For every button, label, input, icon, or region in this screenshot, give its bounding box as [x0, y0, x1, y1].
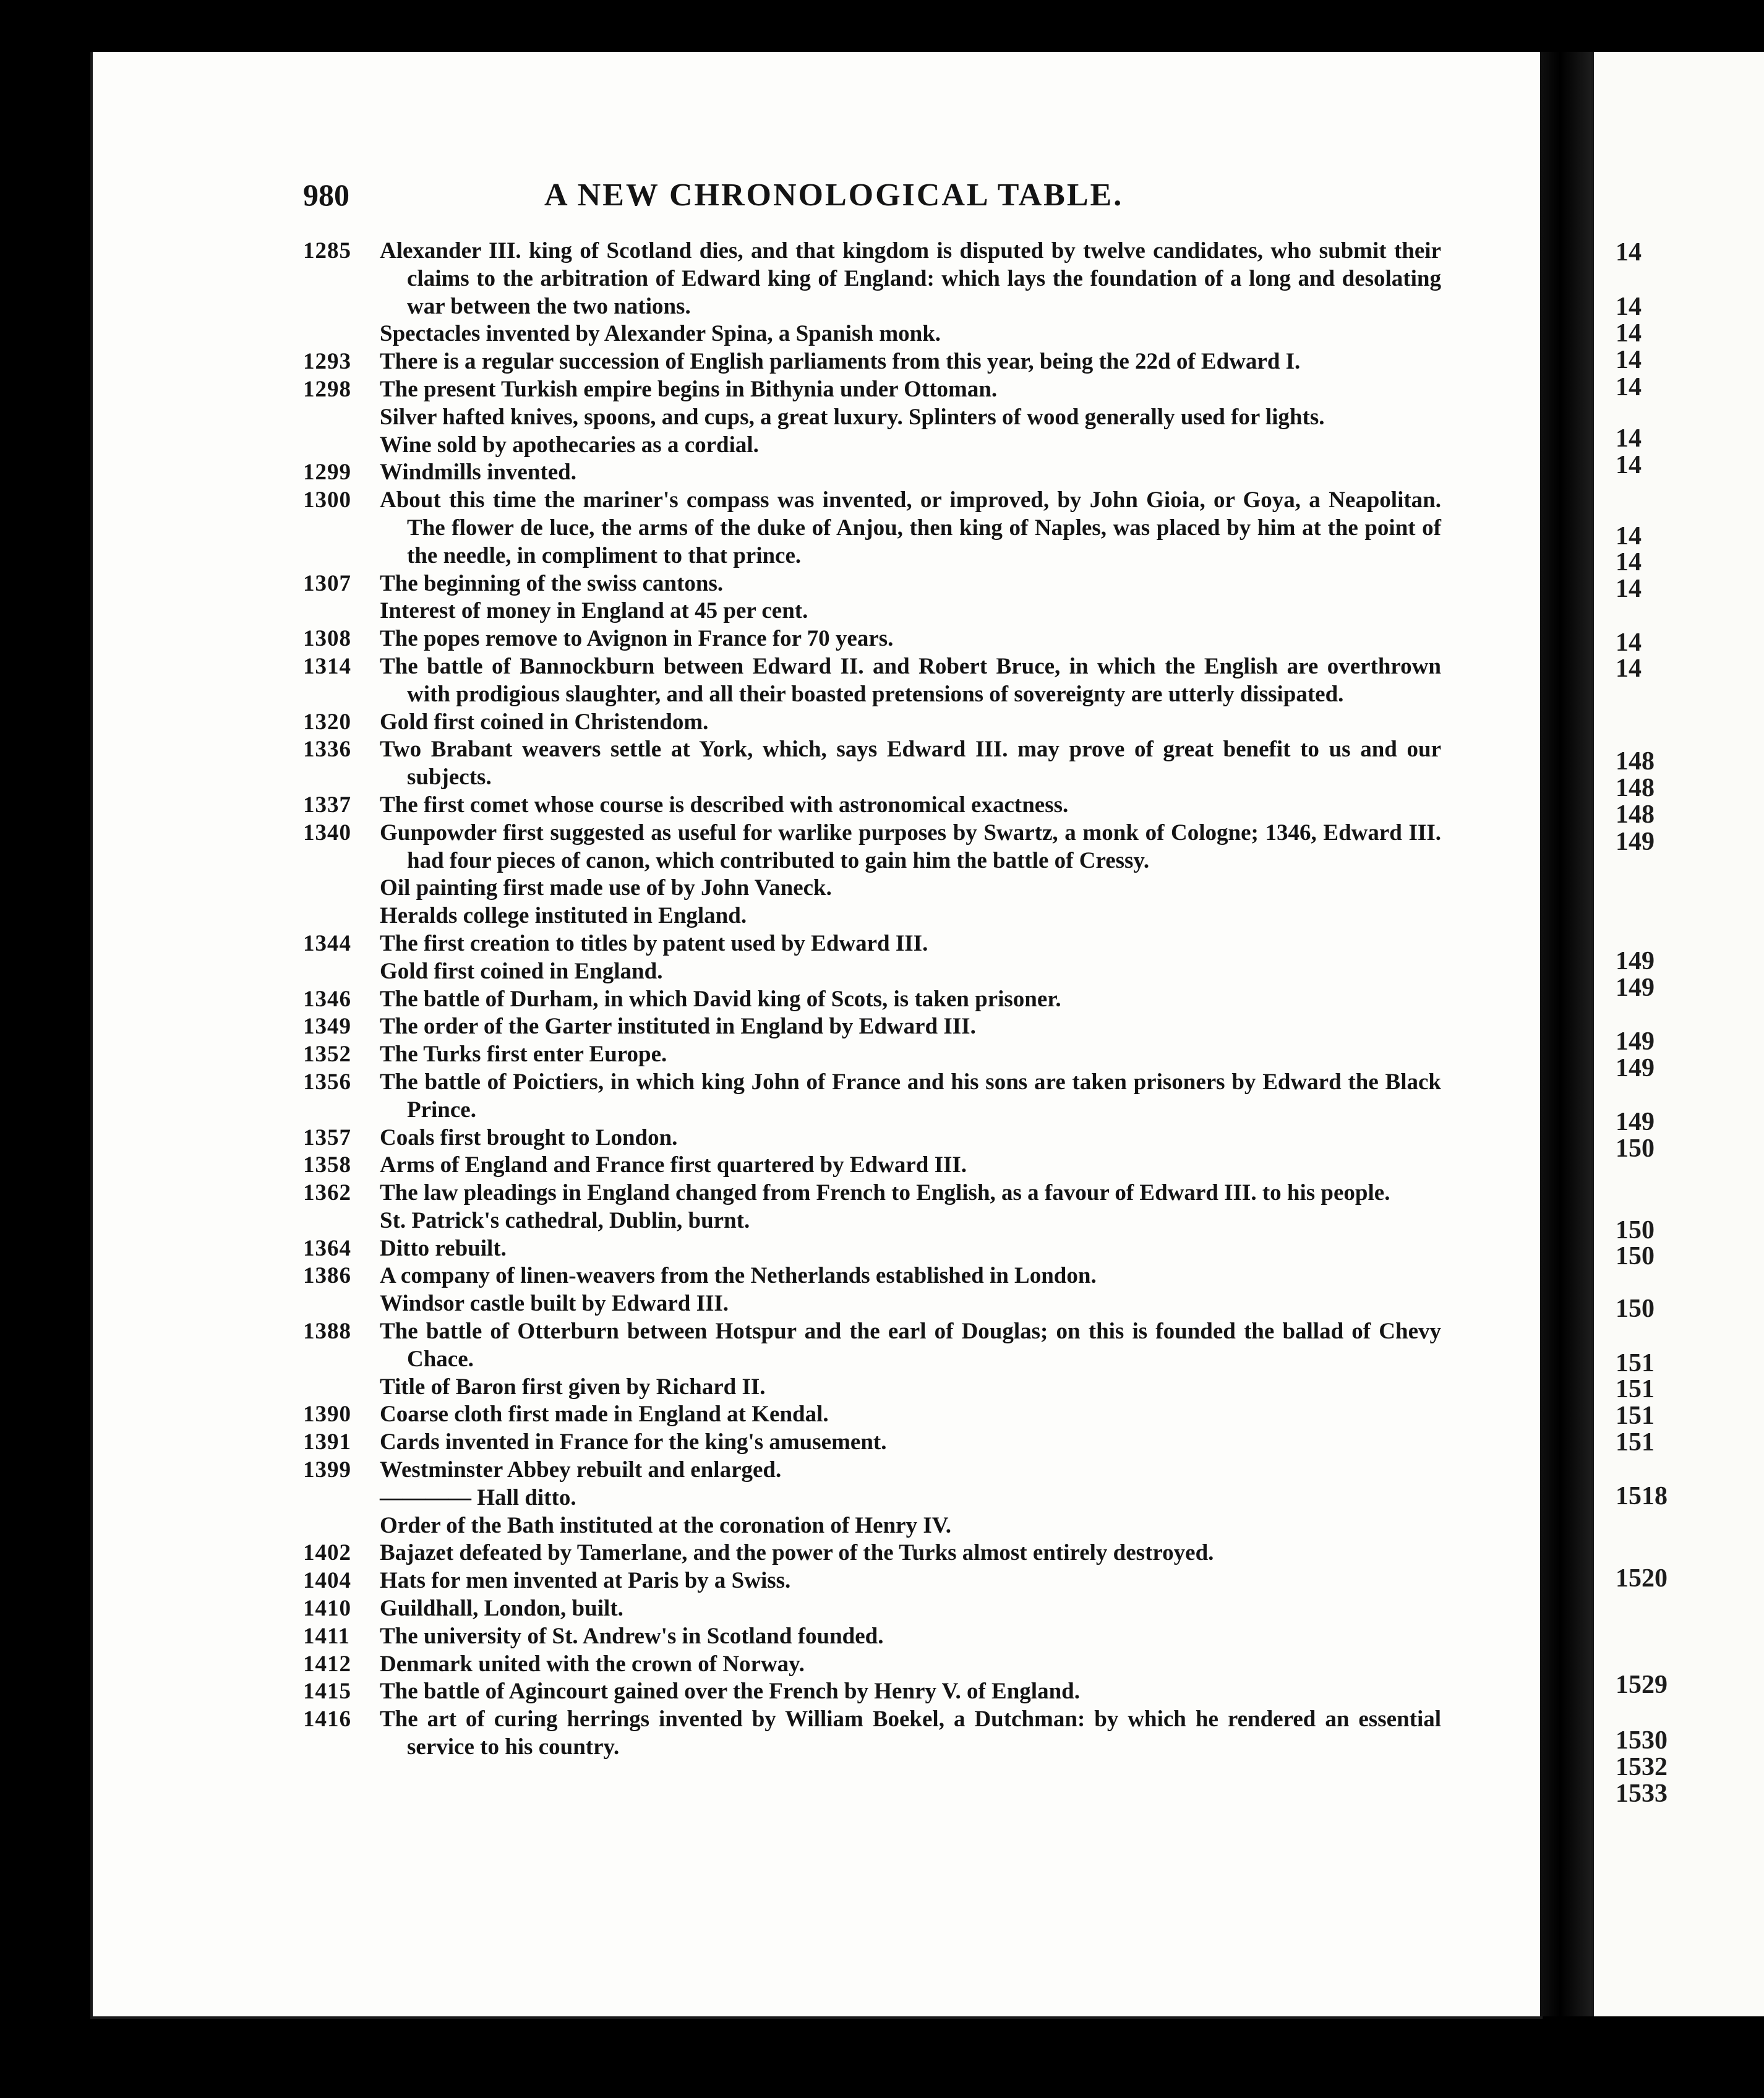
right-page-year: 14 — [1616, 346, 1642, 374]
chronology-entry — [303, 1124, 1441, 1152]
entry-year: 1285 — [303, 238, 351, 263]
entry-year: 1415 — [303, 1679, 351, 1705]
entry-text: Oil painting first made use of by John Vaneck. — [380, 875, 832, 901]
entry-year: 1337 — [303, 792, 351, 818]
entry-year: 1399 — [303, 1457, 351, 1483]
entry-text: Alexander III. king of Scotland dies, and that kingdom is disputed by twelve candidates, who submit their claims to the arbitration of Edward king of England: which lays the foundation of a long and desolating war between the two nations. — [380, 238, 1441, 319]
entry-text: Gold first coined in Christendom. — [380, 709, 709, 735]
right-page-year: 14 — [1616, 319, 1642, 348]
chronology-entry — [303, 348, 1441, 376]
entry-year: 1391 — [303, 1429, 351, 1455]
entry-text: Title of Baron first given by Richard II. — [380, 1374, 766, 1400]
entry-text: Spectacles invented by Alexander Spina, a Spanish monk. — [380, 321, 941, 347]
entry-year: 1364 — [303, 1235, 351, 1261]
chronology-entry — [303, 238, 1441, 320]
entry-text: The battle of Durham, in which David king of Scots, is taken prisoner. — [380, 986, 1061, 1012]
entry-text: Coals first brought to London. — [380, 1124, 678, 1150]
entry-text: Coarse cloth first made in England at Kendal. — [380, 1402, 829, 1428]
chronology-entry — [303, 1706, 1441, 1762]
chronology-entry — [303, 653, 1441, 709]
entry-year: 1412 — [303, 1651, 351, 1677]
chronology-entry — [303, 1069, 1441, 1124]
entry-year: 1308 — [303, 626, 351, 652]
entry-year: 1320 — [303, 709, 351, 735]
right-page-year: 151 — [1616, 1402, 1655, 1430]
entry-year: 1298 — [303, 376, 351, 402]
right-page-year: 149 — [1616, 1027, 1655, 1056]
right-page-year: 148 — [1616, 774, 1655, 802]
chronology-entry — [303, 986, 1441, 1014]
entry-text: The battle of Otterburn between Hotspur and the earl of Douglas; on this is founded the ballad of Chevy Chace. — [380, 1319, 1441, 1372]
chronology-entry — [303, 1152, 1441, 1180]
right-page-year: 150 — [1616, 1295, 1655, 1323]
chronology-entry — [303, 1623, 1441, 1651]
entry-year: 1300 — [303, 487, 351, 513]
entry-text: The order of the Garter instituted in England by Edward III. — [380, 1014, 976, 1040]
chronology-entry — [303, 1262, 1441, 1290]
entry-text: Denmark united with the crown of Norway. — [380, 1651, 805, 1677]
chronology-entry — [303, 1678, 1441, 1706]
chronology-entry — [303, 376, 1441, 404]
entry-year: 1410 — [303, 1596, 351, 1622]
entry-year: 1314 — [303, 653, 351, 679]
right-page-year: 151 — [1616, 1349, 1655, 1377]
entry-text: The art of curing herrings invented by William Boekel, a Dutchman: by which he rendered an essential service to his country. — [380, 1706, 1441, 1760]
right-page-year: 14 — [1616, 628, 1642, 657]
entry-text: The battle of Poictiers, in which king John of France and his sons are taken prisoners by Edward the Black Prince. — [380, 1069, 1441, 1123]
entry-text: St. Patrick's cathedral, Dublin, burnt. — [380, 1207, 750, 1233]
chronology-entry — [303, 1401, 1441, 1429]
chronology-entry — [303, 875, 1441, 902]
entry-year: 1349 — [303, 1014, 351, 1040]
entry-text: Windsor castle built by Edward III. — [380, 1291, 729, 1317]
chronology-entry — [303, 487, 1441, 570]
gutter — [1540, 52, 1591, 2016]
entry-year: 1344 — [303, 930, 351, 956]
chronology-entry — [303, 736, 1441, 792]
right-page-year: 14 — [1616, 522, 1642, 550]
right-page-year: 1530 — [1616, 1726, 1668, 1755]
chronology-entry — [303, 1512, 1441, 1540]
chronology-entry — [303, 1567, 1441, 1595]
entry-year: 1390 — [303, 1402, 351, 1428]
chronology-entry — [303, 625, 1441, 653]
right-page-year: 149 — [1616, 828, 1655, 856]
entry-text: There is a regular succession of English parliaments from this year, being the 22d of Edward I. — [380, 349, 1301, 375]
chronology-entry — [303, 1180, 1441, 1207]
right-page-year: 1518 — [1616, 1482, 1668, 1510]
entry-year: 1404 — [303, 1568, 351, 1594]
right-page-year: 1529 — [1616, 1671, 1668, 1699]
chronology-entry — [303, 1207, 1441, 1235]
entry-text: Silver hafted knives, spoons, and cups, a great luxury. Splinters of wood generally used for lights. — [380, 404, 1325, 430]
entry-year: 1336 — [303, 737, 351, 763]
entry-text: Ditto rebuilt. — [380, 1235, 507, 1261]
right-page-year: 14 — [1616, 451, 1642, 479]
entry-text: The popes remove to Avignon in France for 70 years. — [380, 626, 894, 652]
entry-year: 1356 — [303, 1069, 351, 1095]
chronology-entry — [303, 1013, 1441, 1041]
entry-text: Order of the Bath instituted at the coronation of Henry IV. — [380, 1512, 951, 1538]
chronology-entry — [303, 432, 1441, 460]
entry-year: 1416 — [303, 1706, 351, 1732]
right-page-year: 14 — [1616, 654, 1642, 683]
right-page-year: 150 — [1616, 1134, 1655, 1163]
right-page-year: 14 — [1616, 548, 1642, 576]
entry-text: The Turks first enter Europe. — [380, 1042, 667, 1068]
right-page-year: 151 — [1616, 1375, 1655, 1403]
entry-year: 1340 — [303, 820, 351, 846]
chronology-entry — [303, 1235, 1441, 1263]
entry-year: 1299 — [303, 460, 351, 486]
right-page-year: 150 — [1616, 1216, 1655, 1244]
entry-text: The present Turkish empire begins in Bithynia under Ottoman. — [380, 376, 998, 402]
right-page-year: 14 — [1616, 424, 1642, 453]
entry-text: The law pleadings in England changed from French to English, as a favour of Edward III. to his people. — [380, 1180, 1390, 1206]
chronology-entry — [303, 1457, 1441, 1484]
entry-text: Cards invented in France for the king's amusement. — [380, 1429, 887, 1455]
right-page-year: 151 — [1616, 1428, 1655, 1457]
entry-text: Two Brabant weavers settle at York, which, says Edward III. may prove of great benefit to us and our subjects. — [380, 737, 1441, 790]
chronology-entry — [303, 820, 1441, 875]
chronology-entry — [303, 1484, 1441, 1512]
entry-text: Gunpowder first suggested as useful for warlike purposes by Swartz, a monk of Cologne; 1346, Edward III. had four pieces of canon, which contributed to gain him the battle of Cressy. — [380, 820, 1441, 873]
chronology-entry — [303, 459, 1441, 487]
right-page-year: 148 — [1616, 800, 1655, 829]
entry-text: Gold first coined in England. — [380, 958, 663, 984]
right-page-year: 1520 — [1616, 1564, 1668, 1593]
entry-text: Hats for men invented at Paris by a Swiss. — [380, 1568, 791, 1594]
page-number: 980 — [303, 178, 349, 212]
chronology-entry — [303, 1290, 1441, 1318]
entry-text: Westminster Abbey rebuilt and enlarged. — [380, 1457, 782, 1483]
chronology-entry — [303, 570, 1441, 598]
entry-year: 1388 — [303, 1319, 351, 1345]
entry-year: 1411 — [303, 1623, 350, 1649]
chronology-entry — [303, 1651, 1441, 1679]
right-page-year: 149 — [1616, 974, 1655, 1002]
chronology-entry — [303, 1041, 1441, 1069]
right-page-year: 148 — [1616, 747, 1655, 776]
chronology-entry — [303, 320, 1441, 348]
right-page-year: 149 — [1616, 1054, 1655, 1082]
entry-text: Guildhall, London, built. — [380, 1596, 623, 1622]
entry-year: 1362 — [303, 1180, 351, 1206]
chronology-entry — [303, 404, 1441, 432]
right-page-year: 14 — [1616, 575, 1642, 603]
chronology-entry — [303, 958, 1441, 986]
entry-year: 1293 — [303, 349, 351, 375]
right-page-year: 14 — [1616, 373, 1642, 401]
entry-text: Bajazet defeated by Tamerlane, and the power of the Turks almost entirely destroyed. — [380, 1540, 1214, 1566]
chronology-entry — [303, 1318, 1441, 1374]
entry-year: 1402 — [303, 1540, 351, 1566]
right-page-year: 149 — [1616, 947, 1655, 975]
page-title: A NEW CHRONOLOGICAL TABLE. — [544, 178, 1124, 213]
entry-text: The battle of Bannockburn between Edward II. and Robert Bruce, in which the English are overthrown with prodigious slaughter, and all their boasted pretensions of sovereignty are utterly dissipated. — [380, 653, 1441, 707]
chronology-entry — [303, 930, 1441, 958]
chronology-entry — [303, 1595, 1441, 1623]
entry-year: 1346 — [303, 986, 351, 1012]
entry-year: 1307 — [303, 570, 351, 596]
entry-text: Arms of England and France first quartered by Edward III. — [380, 1152, 967, 1178]
chronology-entry — [303, 1429, 1441, 1457]
entry-text: ———— Hall ditto. — [380, 1484, 576, 1510]
right-page-year: 14 — [1616, 238, 1642, 267]
entry-text: The first creation to titles by patent used by Edward III. — [380, 930, 928, 956]
entry-text: A company of linen-weavers from the Netherlands established in London. — [380, 1263, 1097, 1289]
entry-text: About this time the mariner's compass was invented, or improved, by John Gioia, or Goya, a Neapolitan. The flower de luce, the arms of the duke of Anjou, then king of Naples, was placed by him at the point of the needle, in compliment to that prince. — [380, 487, 1441, 568]
entry-text: The university of St. Andrew's in Scotland founded. — [380, 1623, 884, 1649]
entry-text: Windmills invented. — [380, 460, 577, 486]
chronology-list — [303, 238, 1441, 1762]
chronology-entry — [303, 709, 1441, 737]
entry-text: The battle of Agincourt gained over the French by Henry V. of England. — [380, 1679, 1080, 1705]
chronology-entry — [303, 1539, 1441, 1567]
right-page-year: 1532 — [1616, 1753, 1668, 1781]
chronology-entry — [303, 902, 1441, 930]
entry-year: 1386 — [303, 1263, 351, 1289]
entry-text: Wine sold by apothecaries as a cordial. — [380, 432, 759, 458]
entry-year: 1352 — [303, 1042, 351, 1068]
right-page-year: 150 — [1616, 1242, 1655, 1270]
right-page-year: 14 — [1616, 293, 1642, 321]
chronology-entry — [303, 597, 1441, 625]
chronology-entry — [303, 1374, 1441, 1402]
entry-text: The beginning of the swiss cantons. — [380, 570, 724, 596]
entry-text: The first comet whose course is described with astronomical exactness. — [380, 792, 1069, 818]
entry-year: 1358 — [303, 1152, 351, 1178]
right-page-year: 1533 — [1616, 1779, 1668, 1808]
chronology-entry — [303, 792, 1441, 820]
right-page-year: 149 — [1616, 1108, 1655, 1136]
entry-text: Heralds college instituted in England. — [380, 903, 747, 929]
entry-year: 1357 — [303, 1124, 351, 1150]
entry-text: Interest of money in England at 45 per cent. — [380, 598, 808, 624]
